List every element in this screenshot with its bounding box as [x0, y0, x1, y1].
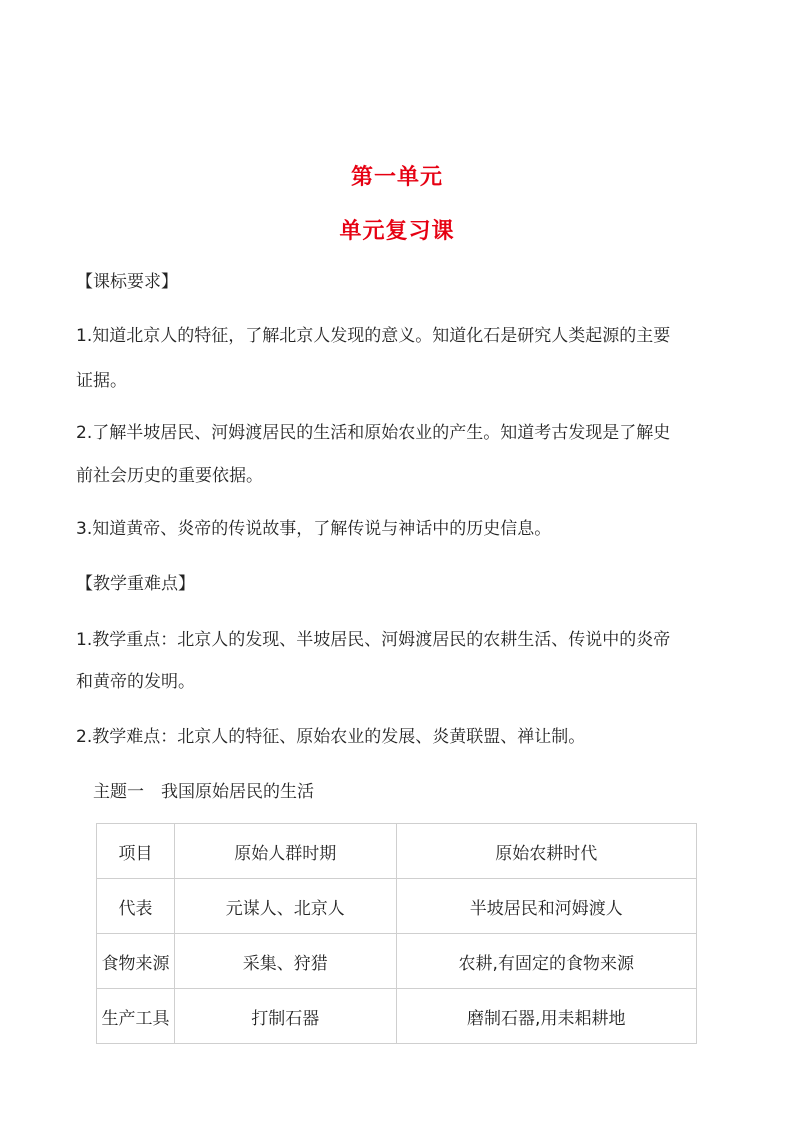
curriculum-item-1-line-1: 1.知道北京人的特征，了解北京人发现的意义。知道化石是研究人类起源的主要: [76, 326, 671, 346]
table-cell: 采集、狩猎: [174, 934, 396, 989]
table-row: [97, 989, 697, 1044]
table-header-cell: 原始人群时期: [174, 824, 396, 879]
key-points-item-1-line-2: 和黄帝的发明。: [76, 672, 195, 692]
curriculum-item-2-line-2: 前社会历史的重要依据。: [76, 466, 263, 486]
table-cell: 食物来源: [97, 934, 175, 989]
curriculum-item-1-line-2: 证据。: [76, 371, 127, 391]
topic-label: 主题一: [93, 782, 144, 802]
lesson-title: 单元复习课: [339, 219, 455, 244]
table-row: [97, 879, 697, 934]
curriculum-item-2-line-1: 2.了解半坡居民、河姆渡居民的生活和原始农业的产生。知道考古发现是了解史: [76, 423, 671, 443]
table-row: [97, 934, 697, 989]
table-cell: 农耕,有固定的食物来源: [396, 934, 696, 989]
table-cell: 元谋人、北京人: [174, 879, 396, 934]
topic-title: 我国原始居民的生活: [161, 782, 314, 802]
curriculum-heading: 【课标要求】: [76, 272, 178, 292]
table-header-cell: 原始农耕时代: [396, 824, 696, 879]
unit-title: 第一单元: [350, 165, 443, 190]
curriculum-item-3-line-1: 3.知道黄帝、炎帝的传说故事，了解传说与神话中的历史信息。: [76, 519, 552, 539]
table-cell: 打制石器: [174, 989, 396, 1044]
key-points-item-2-line-1: 2.教学难点：北京人的特征、原始农业的发展、炎黄联盟、禅让制。: [76, 727, 586, 747]
key-points-item-1-line-1: 1.教学重点：北京人的发现、半坡居民、河姆渡居民的农耕生活、传说中的炎帝: [76, 630, 671, 650]
key-points-heading: 【教学重难点】: [76, 574, 195, 594]
table-cell: 半坡居民和河姆渡人: [396, 879, 696, 934]
comparison-table: [96, 823, 697, 1044]
table-cell: 代表: [97, 879, 175, 934]
table-header-row: [97, 824, 697, 879]
table-header-cell: 项目: [97, 824, 175, 879]
topic-heading: [93, 780, 314, 804]
table-cell: 磨制石器,用耒耜耕地: [396, 989, 696, 1044]
table-cell: 生产工具: [97, 989, 175, 1044]
